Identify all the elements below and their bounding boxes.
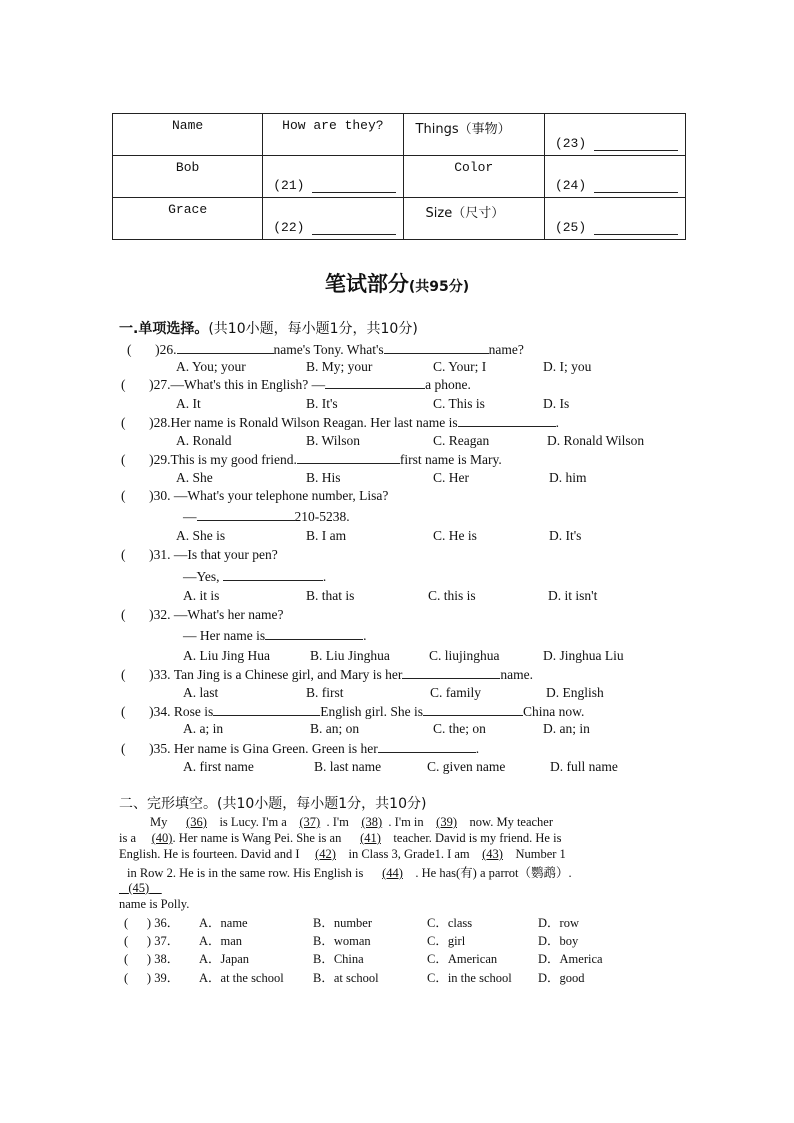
option[interactable]: A. a; in xyxy=(183,721,224,736)
answer-blank[interactable] xyxy=(378,740,476,753)
option[interactable]: B. last name xyxy=(314,759,382,774)
answer-blank[interactable] xyxy=(312,222,396,235)
answer-blank[interactable] xyxy=(297,451,400,464)
answer-blank[interactable] xyxy=(312,180,396,193)
title-score: (共95分) xyxy=(408,279,470,295)
option[interactable]: B．China xyxy=(313,952,364,966)
option[interactable]: B. It's xyxy=(306,396,338,411)
option[interactable]: D．good xyxy=(538,971,585,985)
option[interactable]: C. He is xyxy=(433,528,477,543)
answer-blank[interactable] xyxy=(384,341,489,354)
answer-blank[interactable] xyxy=(402,666,500,679)
option[interactable]: A．at the school xyxy=(199,971,284,985)
question-30-line2: — 210-5238. xyxy=(183,509,350,524)
question-33: ( )33. Tan Jing is a Chinese girl, and Mary is her name. xyxy=(121,667,534,682)
option[interactable]: C．American xyxy=(427,952,498,966)
answer-blank[interactable] xyxy=(594,222,678,235)
option[interactable]: C. liujinghua xyxy=(429,648,500,663)
option[interactable]: A. last xyxy=(183,685,219,700)
option[interactable]: A. Ronald xyxy=(176,433,232,448)
title-main: 笔试部分 xyxy=(324,272,409,296)
option[interactable]: C．girl xyxy=(427,934,466,948)
question-32: ( )32. —What's her name? xyxy=(121,607,284,622)
option[interactable]: C．class xyxy=(427,916,473,930)
section2-heading: 二、完形填空。(共10小题，每小题1分，共10分) xyxy=(119,796,427,812)
option[interactable]: D. I; you xyxy=(543,359,592,374)
option[interactable]: A. She xyxy=(176,470,213,485)
option[interactable]: C．in the school xyxy=(427,971,512,985)
option[interactable]: C. the; on xyxy=(433,721,486,736)
table-cell: Grace xyxy=(168,202,208,217)
option[interactable]: A. it is xyxy=(183,588,220,603)
option[interactable]: B. I am xyxy=(306,528,347,543)
option[interactable]: A. She is xyxy=(176,528,226,543)
option[interactable]: C. This is xyxy=(433,396,485,411)
question-32-line2: — Her name is . xyxy=(183,628,367,643)
option[interactable]: B. first xyxy=(306,685,344,700)
answer-blank[interactable] xyxy=(265,627,363,640)
option[interactable]: B．woman xyxy=(313,934,371,948)
option[interactable]: D. an; in xyxy=(543,721,590,736)
option[interactable]: D. full name xyxy=(550,759,618,774)
option[interactable]: A．man xyxy=(199,934,243,948)
option[interactable]: D. Jinghua Liu xyxy=(543,648,624,663)
question-39: ( ) 39． xyxy=(124,971,180,985)
answer-blank[interactable] xyxy=(223,568,323,581)
passage-line: (45) xyxy=(128,881,150,895)
blank-label: (21) xyxy=(273,178,305,193)
option[interactable]: D. Is xyxy=(543,396,570,411)
section1-heading: 一.单项选择。(共10小题，每小题1分，共10分) xyxy=(119,321,418,337)
option[interactable]: C. this is xyxy=(428,588,476,603)
answer-blank[interactable] xyxy=(177,341,274,354)
passage-line: is a (40). Her name is Wang Pei. She is an (41) teacher. David is my friend. He is xyxy=(119,831,562,845)
option[interactable]: D. him xyxy=(549,470,587,485)
option[interactable]: D. English xyxy=(546,685,604,700)
table-row xyxy=(113,114,686,156)
info-table xyxy=(112,113,686,240)
option[interactable]: B. My; your xyxy=(306,359,373,374)
option[interactable]: A. first name xyxy=(183,759,254,774)
option[interactable]: B. that is xyxy=(306,588,355,603)
option[interactable]: B. His xyxy=(306,470,341,485)
option[interactable]: A. You; your xyxy=(176,359,246,374)
answer-blank[interactable] xyxy=(423,703,523,716)
option[interactable]: B. Wilson xyxy=(306,433,360,448)
option[interactable]: D．America xyxy=(538,952,603,966)
option[interactable]: C. Her xyxy=(433,470,469,485)
answer-blank[interactable] xyxy=(594,138,678,151)
question-27: ( )27.—What's this in English? — a phone. xyxy=(121,377,471,392)
question-36: ( ) 36． xyxy=(124,916,180,930)
answer-blank[interactable] xyxy=(197,508,295,521)
option[interactable]: A. It xyxy=(176,396,201,411)
question-28: ( )28.Her name is Ronald Wilson Reagan. Her last name is . xyxy=(121,415,560,430)
page-title xyxy=(0,268,794,298)
option[interactable]: D. it isn't xyxy=(548,588,598,603)
answer-blank[interactable] xyxy=(458,414,556,427)
blank-label: (23) xyxy=(554,136,587,151)
question-31: ( )31. —Is that your pen? xyxy=(121,547,278,562)
question-37: ( ) 37． xyxy=(124,934,180,948)
table-cell: Color xyxy=(454,160,494,175)
passage-line: in Row 2. He is in the same row. His English is (44) . He has(有) a parrot（鹦鹉）. xyxy=(127,866,572,880)
blank-label: (25) xyxy=(554,220,587,235)
option[interactable]: A．Japan xyxy=(199,952,249,966)
option[interactable]: B．number xyxy=(313,916,373,930)
option[interactable]: C. Reagan xyxy=(433,433,490,448)
option[interactable]: B. an; on xyxy=(310,721,360,736)
answer-blank[interactable] xyxy=(594,180,678,193)
option[interactable]: D. It's xyxy=(549,528,582,543)
option[interactable]: B．at school xyxy=(313,971,379,985)
question-31-line2: —Yes, . xyxy=(183,569,327,584)
option[interactable]: B. Liu Jinghua xyxy=(310,648,390,663)
question-35: ( )35. Her name is Gina Green. Green is her . xyxy=(121,741,480,756)
table-cell: Bob xyxy=(175,160,200,175)
answer-blank[interactable] xyxy=(325,376,425,389)
passage-line: English. He is fourteen. David and I (42) in Class 3, Grade1. I am (43) Number 1 xyxy=(119,847,566,861)
option[interactable]: A. Liu Jing Hua xyxy=(183,648,270,663)
table-cell: Size（尺寸） xyxy=(425,206,505,221)
option[interactable]: C. family xyxy=(430,685,481,700)
option[interactable]: D．boy xyxy=(538,934,579,948)
question-30: ( )30. —What's your telephone number, Lisa? xyxy=(121,488,389,503)
question-29: ( )29.This is my good friend. first name is Mary. xyxy=(121,452,502,467)
option[interactable]: C. Your; I xyxy=(433,359,487,374)
question-34: ( )34. Rose is English girl. She is China now. xyxy=(121,704,585,719)
table-cell: Things（事物） xyxy=(415,122,511,137)
table-row xyxy=(113,156,686,198)
blank-label: (22) xyxy=(273,220,305,235)
blank-label: (24) xyxy=(554,178,587,193)
table-cell: Name xyxy=(172,118,204,133)
passage-line: name is Polly. xyxy=(119,897,190,911)
question-26: ( )26. name's Tony. What's name? xyxy=(127,342,524,357)
question-38: ( ) 38． xyxy=(124,952,180,966)
answer-blank[interactable] xyxy=(213,703,320,716)
table-row xyxy=(113,198,686,240)
option[interactable]: D．row xyxy=(538,916,579,930)
option[interactable]: A．name xyxy=(199,916,248,930)
option[interactable]: D. Ronald Wilson xyxy=(547,433,645,448)
table-cell: How are they? xyxy=(282,118,384,133)
option[interactable]: C. given name xyxy=(427,759,506,774)
passage-line: My (36) is Lucy. I'm a (37) . I'm (38) . I'm in (39) now. My teacher xyxy=(150,815,554,829)
